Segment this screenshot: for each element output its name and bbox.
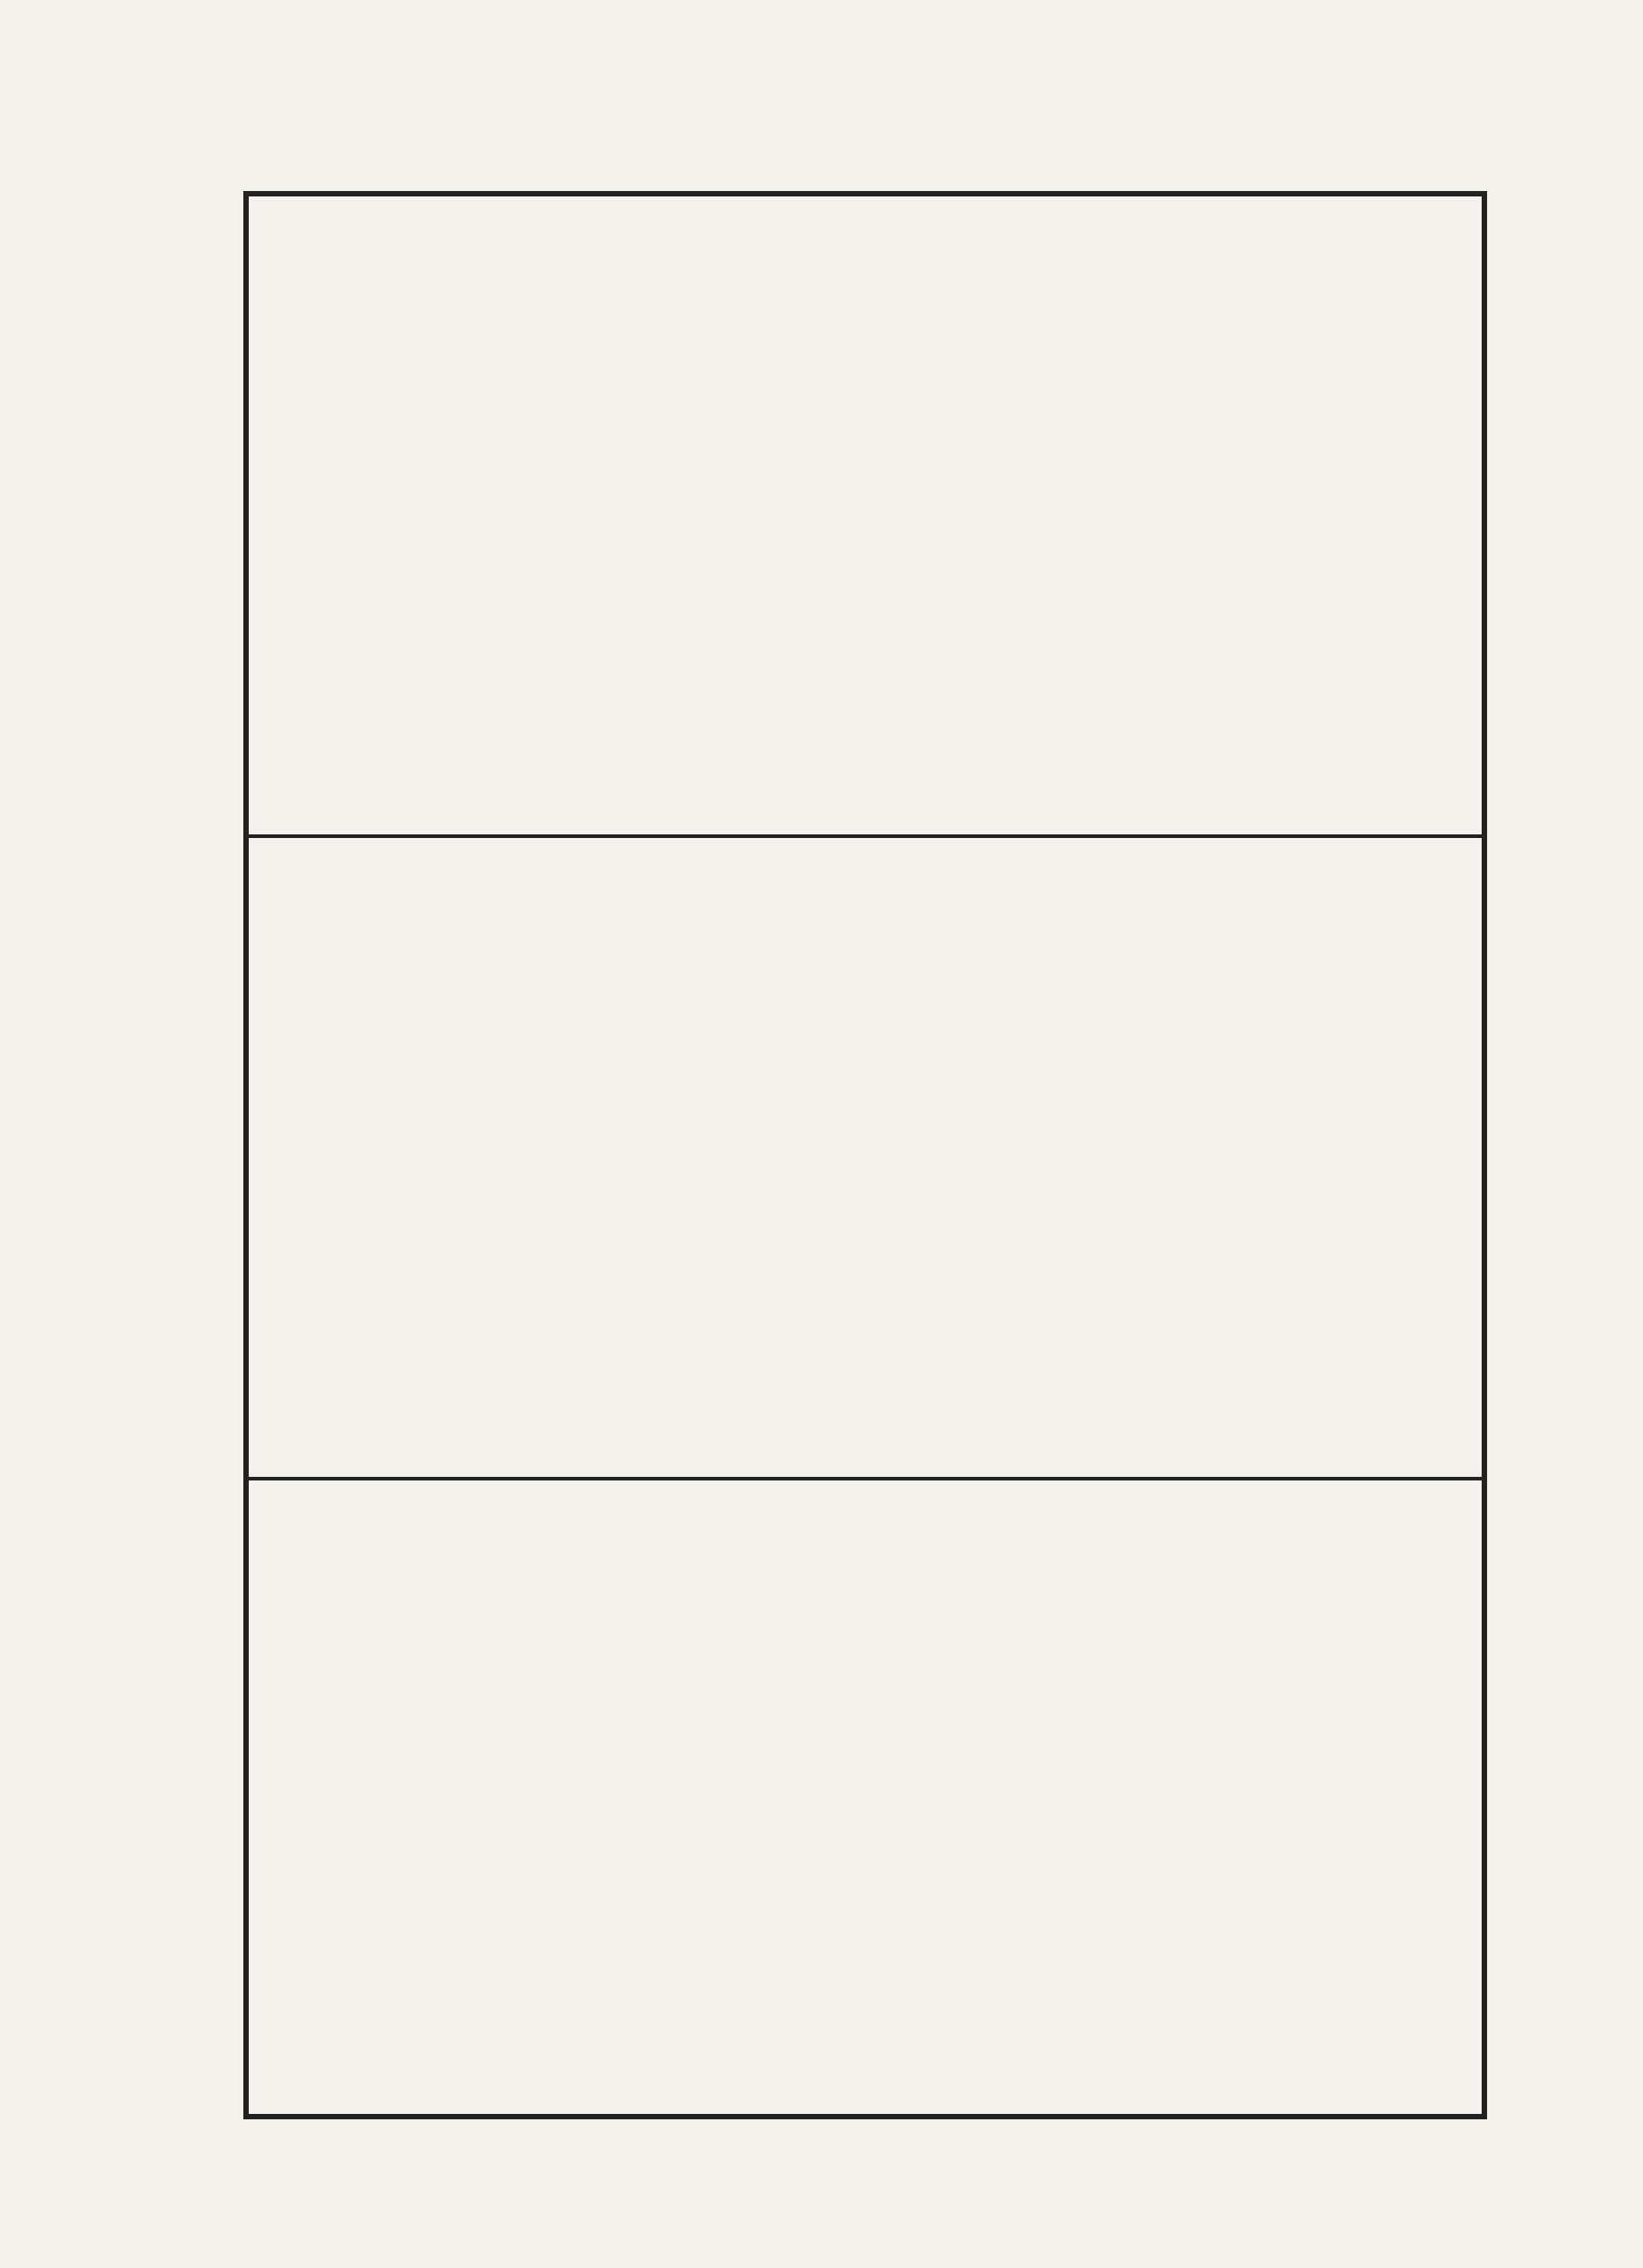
- watermark: [793, 1135, 1262, 1289]
- bottom-section: [258, 1490, 1473, 2114]
- section-divider: [249, 1477, 1482, 1480]
- section-divider: [249, 834, 1482, 838]
- top-section: [258, 205, 1473, 830]
